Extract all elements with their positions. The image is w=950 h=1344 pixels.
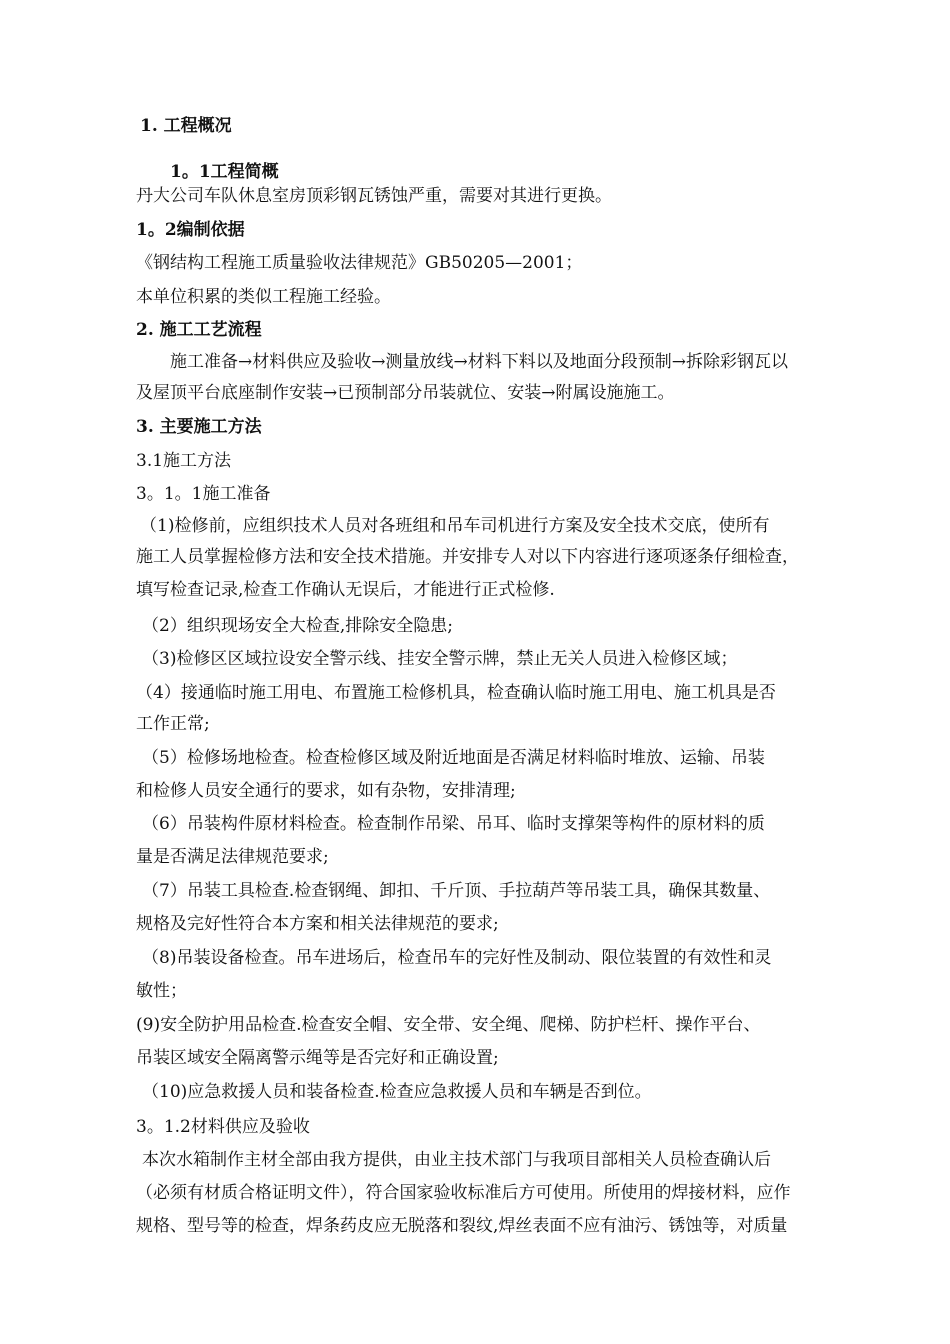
- paragraph: 规格、型号等的检查，焊条药皮应无脱落和裂纹,焊丝表面不应有油污、锈蚀等，对质量: [136, 1216, 788, 1236]
- paragraph: 本单位积累的类似工程施工经验。: [136, 287, 391, 307]
- section-heading-2: 2. 施工工艺流程: [136, 320, 262, 340]
- paragraph: 及屋顶平台底座制作安装→已预制部分吊装就位、安装→附属设施施工。: [136, 383, 675, 403]
- subsection-heading-3-1-1: 3。1。1施工准备: [136, 484, 271, 504]
- paragraph: 本次水箱制作主材全部由我方提供，由业主技术部门与我项目部相关人员检查确认后: [142, 1150, 771, 1170]
- paragraph: 《钢结构工程施工质量验收法律规范》GB50205—2001；: [136, 253, 583, 273]
- section-heading-1: 1. 工程概况: [140, 116, 232, 136]
- subsection-heading-1-2: 1。2编制依据: [136, 220, 245, 240]
- subsection-heading-1-1: 1。1工程简概: [170, 162, 279, 182]
- list-item: （10)应急救援人员和装备检查.检查应急救援人员和车辆是否到位。: [142, 1082, 652, 1102]
- list-item: 施工人员掌握检修方法和安全技术措施。并安排专人对以下内容进行逐项逐条仔细检查，: [136, 547, 799, 567]
- list-item: 量是否满足法律规范要求;: [136, 847, 329, 867]
- list-item: 填写检查记录,检查工作确认无误后，才能进行正式检修.: [136, 580, 555, 600]
- list-item: （6）吊装构件原材料检查。检查制作吊梁、吊耳、临时支撑架等构件的原材料的质: [142, 814, 765, 834]
- paragraph: 施工准备→材料供应及验收→测量放线→材料下料以及地面分段预制→拆除彩钢瓦以: [170, 352, 788, 372]
- list-item: （2）组织现场安全大检查,排除安全隐患;: [142, 616, 453, 636]
- list-item: （5）检修场地检查。检查检修区域及附近地面是否满足材料临时堆放、运输、吊装: [142, 748, 765, 768]
- list-item: 规格及完好性符合本方案和相关法律规范的要求;: [136, 914, 499, 934]
- subsection-heading-3-1: 3.1施工方法: [136, 451, 232, 471]
- list-item: （1)检修前，应组织技术人员对各班组和吊车司机进行方案及安全技术交底，使所有: [140, 516, 770, 536]
- list-item: （7）吊装工具检查.检查钢绳、卸扣、千斤顶、手拉葫芦等吊装工具，确保其数量、: [142, 881, 771, 901]
- list-item: （4）接通临时施工用电、布置施工检修机具，检查确认临时施工用电、施工机具是否: [136, 683, 776, 703]
- list-item: （8)吊装设备检查。吊车进场后，检查吊车的完好性及制动、限位装置的有效性和灵: [142, 948, 772, 968]
- list-item: （3)检修区区域拉设安全警示线、挂安全警示牌，禁止无关人员进入检修区域；: [142, 649, 738, 669]
- paragraph: （必须有材质合格证明文件），符合国家验收标准后方可使用。所使用的焊接材料，应作: [136, 1183, 791, 1203]
- list-item: 吊装区域安全隔离警示绳等是否完好和正确设置;: [136, 1048, 499, 1068]
- subsection-heading-3-1-2: 3。1.2材料供应及验收: [136, 1117, 310, 1137]
- paragraph: 丹大公司车队休息室房顶彩钢瓦锈蚀严重，需要对其进行更换。: [136, 186, 612, 206]
- list-item: 和检修人员安全通行的要求，如有杂物，安排清理;: [136, 781, 516, 801]
- list-item: (9)安全防护用品检查.检查安全帽、安全带、安全绳、爬梯、防护栏杆、操作平台、: [136, 1015, 761, 1035]
- list-item: 敏性；: [136, 981, 187, 1001]
- section-heading-3: 3. 主要施工方法: [136, 417, 262, 437]
- list-item: 工作正常;: [136, 714, 210, 734]
